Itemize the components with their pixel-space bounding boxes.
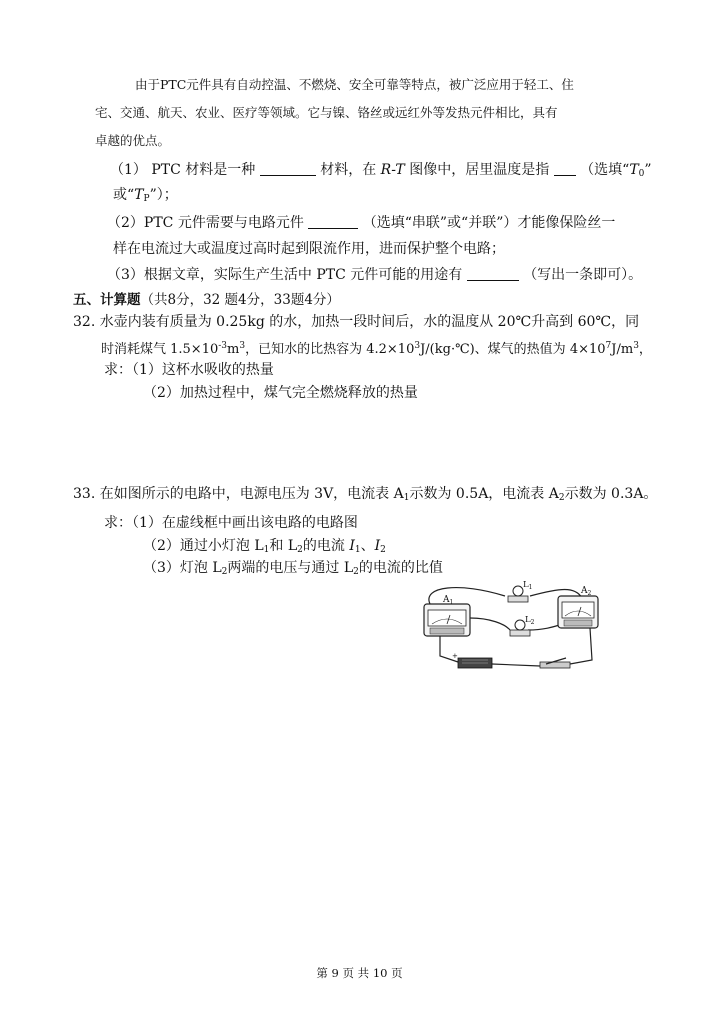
q33-sub2-d: 、 — [360, 538, 375, 554]
q33-ask: 求：（1）在虚线框中画出该电路的电路图 — [104, 515, 358, 531]
q32-line2-e: J/m — [611, 342, 634, 357]
q32-exp-1: -3 — [218, 341, 228, 351]
q33-sub3-s2: 2 — [353, 567, 359, 577]
q32-line2-a: 时消耗煤气 1.5×10 — [101, 342, 219, 357]
q32-line2-b: m — [227, 342, 240, 357]
q31-part1-text-b: 材料，在 — [320, 162, 377, 178]
q33-line1-sub1: 1 — [403, 493, 410, 503]
q33-sub3-a: （3）灯泡 L — [143, 560, 222, 576]
passage-line-3: 卓越的优点。 — [95, 133, 171, 148]
q33-sub2-b: 和 L — [269, 538, 298, 554]
q33-sub2-i2s: 2 — [380, 545, 386, 555]
q31-part1-line1 — [110, 161, 652, 183]
q31-part1-number: （1） — [110, 162, 147, 178]
q31-part3-line — [107, 266, 642, 284]
label-a1: $A_1$ — [443, 595, 454, 606]
q31-part2-text-a: （2）PTC 元件需要与电路元件 — [107, 215, 304, 231]
q32-line-2 — [101, 337, 652, 359]
q32-sub-2: （2）加热过程中，煤气完全燃烧释放的热量 — [143, 385, 418, 401]
q33-line1-a: 33. 在如图所示的电路中，电源电压为 3V，电流表 A — [73, 486, 404, 502]
circuit-figure — [410, 578, 600, 678]
q31-part1-text-c: 图像中，居里温度是指 — [409, 162, 550, 178]
q31-answer-blank-connection[interactable] — [308, 214, 358, 229]
q31-t0-symbol: T — [629, 162, 639, 178]
q31-answer-blank-material[interactable] — [260, 161, 316, 176]
q32-line-1: 32. 水壶内装有质量为 0.25kg 的水，加热一段时间后，水的温度从 20℃升高到 60℃，同 — [73, 314, 640, 330]
q31-answer-blank-use[interactable] — [467, 266, 519, 281]
q31-part2-text-b: （选填“串联”或“并联”）才能像保险丝一 — [362, 215, 616, 231]
q33-sub2-i1s: 1 — [354, 545, 361, 555]
q33-sub2-a: （2）通过小灯泡 L — [143, 538, 264, 554]
battery — [452, 652, 492, 668]
svg-text:+: + — [452, 652, 458, 660]
q32-exp-5: 3 — [633, 341, 639, 351]
q31-tp-symbol: T — [134, 187, 144, 203]
q31-part2-line2: 样在电流过大或温度过高时起到限流作用，进而保护整个电路； — [113, 241, 505, 257]
wire-mid — [470, 618, 510, 630]
section-5-title: 五、计算题 — [73, 292, 141, 308]
q31-part1-line2-b: ”）； — [149, 187, 178, 203]
label-a2: $A_2$ — [581, 586, 592, 597]
q31-part3-text-a: （3）根据文章，实际生产生活中 PTC 元件可能的用途有 — [107, 267, 463, 283]
q33-line1-c: 示数为 0.3A。 — [564, 486, 658, 502]
q31-t0-subscript: 0 — [638, 169, 645, 179]
q33-sub2-s2: 2 — [297, 545, 303, 555]
q33-sub2-c: 的电流 — [302, 538, 350, 554]
q33-sub3-s: 2 — [221, 567, 228, 577]
ammeter-a2 — [558, 596, 598, 628]
q31-part1-text-d: （选填“ — [580, 162, 630, 178]
q31-part1-text-a: PTC 材料是一种 — [151, 162, 256, 178]
q33-line1-sub2: 2 — [558, 493, 565, 503]
q32-line2-f: ， — [638, 342, 652, 357]
wire-right-down — [570, 628, 592, 664]
q31-part3-text-b: （写出一条即可）。 — [523, 267, 643, 283]
q33-sub2-i1: I — [349, 538, 355, 554]
ammeter-a1 — [424, 604, 470, 636]
q32-line2-c: ，已知水的比热容为 4.2×10 — [245, 342, 415, 357]
q32-exp-3: 3 — [414, 341, 421, 351]
q33-sub3-c: 的电流的比值 — [358, 560, 443, 576]
q33-sub2-i2: I — [374, 538, 381, 554]
q33-sub2-s1: 1 — [263, 545, 270, 555]
q32-ask: 求：（1）这杯水吸收的热量 — [104, 362, 274, 378]
wire-top-left — [429, 588, 505, 604]
q33-sub-3 — [143, 559, 443, 581]
label-l2: $L_2$ — [525, 615, 535, 626]
q33-sub-2 — [143, 537, 386, 559]
q31-part1-line2 — [113, 186, 178, 208]
q32-line2-d: J/(kg·℃)、煤气的热值为 4×10 — [420, 342, 606, 357]
section-5-note: （共8分，32 题4分，33题4分） — [140, 292, 340, 308]
label-l1: $L_1$ — [523, 580, 533, 591]
q33-sub3-b: 两端的电压与通过 L — [227, 560, 354, 576]
passage-line-1: 由于PTC元件具有自动控温、不燃烧、安全可靠等特点，被广泛应用于轻工、住 — [135, 77, 574, 92]
q31-answer-blank-curie[interactable] — [554, 161, 576, 176]
q31-rt-symbol: R-T — [380, 162, 405, 178]
q32-exp-4: 7 — [605, 341, 612, 351]
q31-part2-line1 — [107, 214, 615, 232]
page-footer: 第 9 页 共 10 页 — [316, 966, 403, 980]
q31-part1-text-e: ” — [644, 162, 652, 178]
q31-part1-line2-a: 或“ — [113, 187, 135, 203]
q32-exp-2: 3 — [239, 341, 246, 351]
q33-line-1 — [73, 485, 657, 507]
wire-battery-switch — [492, 664, 540, 666]
section-5-heading — [73, 291, 340, 309]
q31-tp-subscript: P — [143, 194, 150, 204]
switch — [540, 658, 570, 668]
q33-line1-b: 示数为 0.5A，电流表 A — [409, 486, 559, 502]
passage-line-2: 宅、交通、航天、农业、医疗等领域。它与镍、铬丝或远红外等发热元件相比，具有 — [95, 105, 558, 120]
